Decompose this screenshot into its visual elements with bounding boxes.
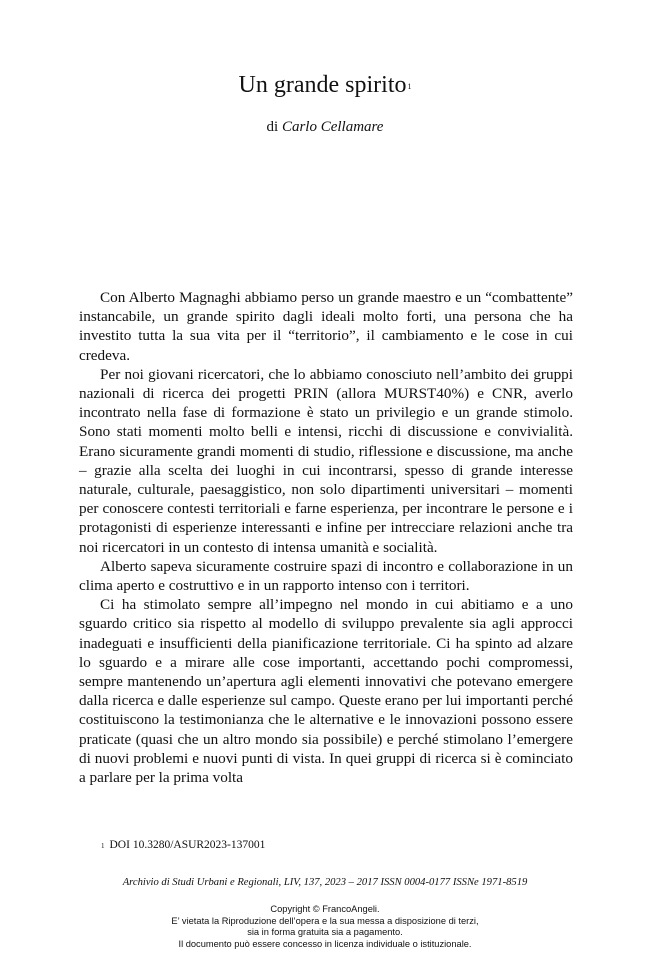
article-title — [0, 70, 650, 100]
copyright-line-4: Il documento può essere concesso in licenza individuale o istituzionale. — [178, 938, 472, 949]
copyright-notice — [0, 904, 650, 950]
body-paragraph: Con Alberto Magnaghi abbiamo perso un grande maestro e un “combattente” instancabile, un grande spirito dagli ideali molto forti, una persona che ha investito tutta la sua vita per il “territorio”, il cambiamento e le cose in cui credeva. — [79, 289, 573, 364]
title-footnote-marker: 1 — [407, 82, 412, 91]
author-name: Carlo Cellamare — [281, 119, 384, 135]
author-prefix: di — [266, 119, 279, 135]
footnote-marker: 1 — [101, 842, 105, 850]
copyright-line-3: sia in forma gratuita sia a pagamento. — [247, 927, 403, 938]
footnote — [101, 838, 265, 852]
author-line — [0, 118, 650, 136]
copyright-line-2: E’ vietata la Riproduzione dell’opera e la sua messa a disposizione di terzi, — [171, 915, 479, 926]
article-body — [79, 288, 573, 787]
body-paragraph: Alberto sapeva sicuramente costruire spazi di incontro e collaborazione in un clima aperto e costruttivo e in un rapporto intenso con i territori. — [79, 557, 573, 595]
footnote-doi: DOI 10.3280/ASUR2023-137001 — [109, 839, 266, 851]
body-paragraph: Per noi giovani ricercatori, che lo abbiamo conosciuto nell’ambito dei gruppi nazionali di ricerca dei progetti PRIN (allora MURST40%) e CNR, averlo incontrato nella fase di formazione è stato un privilegio e un grande stimolo. Sono stati momenti molto belli e intensi, ricchi di discussione e convivialità. Erano sicuramente grandi momenti di studio, riflessione e discussione, ma anche – grazie alla scelta dei luoghi in cui incontrarsi, spesso di grande interesse naturale, culturale, paesaggistico, non solo dipartimenti universitari – momenti per conoscere contesti territoriali e farne esperienza, per incontrare le persone e i protagonisti di esperienze interessanti e infine per intrecciare relazioni anche tra noi ricercatori in un contesto di intensa umanità e socialità. — [79, 365, 573, 556]
journal-citation: Archivio di Studi Urbani e Regionali, LIV, 137, 2023 – 2017 ISSN 0004-0177 ISSNe 1971-8519 — [122, 877, 528, 888]
title-text: Un grande spirito — [238, 72, 407, 98]
copyright-line-1: Copyright © FrancoAngeli. — [270, 904, 380, 914]
body-paragraph: Ci ha stimolato sempre all’impegno nel mondo in cui abitiamo e a uno sguardo critico sia rispetto al modello di sviluppo prevalente sia agli approcci inadeguati e insufficienti della pianificazione territoriale. Ci ha spinto ad alzare lo sguardo e a mirare alle cose importanti, accettando pochi compromessi, sempre mantenendo un’apertura agli elementi innovativi che potevano emergere dalla ricerca e dalle esperienze sul campo. Queste erano per lui importanti perché costituiscono la testimonianza che le alternative e le innovazioni possono essere praticate (quasi che un altro mondo sia possibile) e perché stimolano l’emergere di nuovi problemi e nuovi punti di vista. In quei gruppi di ricerca si è cominciato a parlare per la prima volta — [79, 596, 573, 787]
